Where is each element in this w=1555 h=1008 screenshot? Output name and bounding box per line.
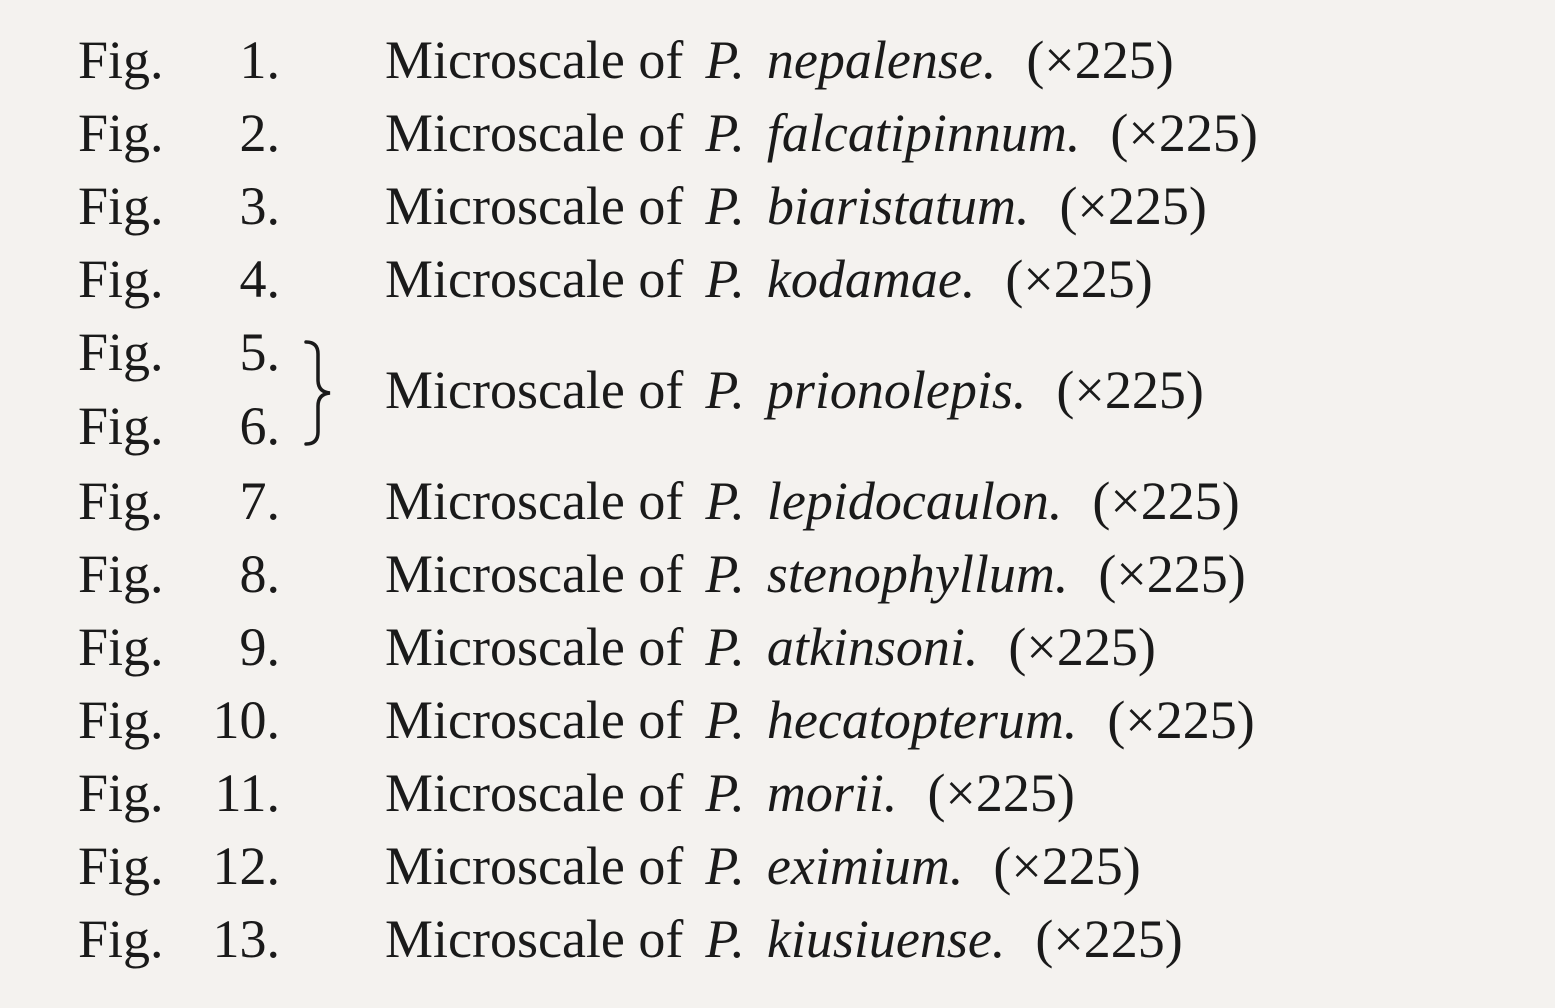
caption-prefix: Microscale of (385, 471, 684, 531)
genus-abbrev: P. (705, 176, 745, 236)
fig-label: Fig. (78, 471, 164, 531)
fig-label: Fig. (78, 690, 164, 750)
figure-caption (385, 684, 1255, 756)
fig-number: 4. (239, 249, 280, 309)
species-name: morii. (766, 763, 898, 823)
fig-label: Fig. (78, 836, 164, 896)
fig-number: 12. (212, 836, 280, 896)
fig-number: 3. (239, 176, 280, 236)
fig-number: 9. (239, 617, 280, 677)
species-name: prionolepis. (766, 360, 1027, 420)
figure-row-5-6-caption (0, 354, 1555, 426)
caption-prefix: Microscale of (385, 690, 684, 750)
magnification: (×225) (1005, 249, 1153, 309)
caption-prefix: Microscale of (385, 763, 684, 823)
fig-label: Fig. (78, 103, 164, 163)
genus-abbrev: P. (705, 690, 745, 750)
genus-abbrev: P. (705, 544, 745, 604)
fig-label: Fig. (78, 249, 164, 309)
figure-caption (385, 538, 1246, 610)
fig-number: 10. (212, 690, 280, 750)
species-name: stenophyllum. (766, 544, 1069, 604)
magnification: (×225) (993, 836, 1141, 896)
caption-prefix: Microscale of (385, 909, 684, 969)
species-name: kiusiuense. (766, 909, 1006, 969)
genus-abbrev: P. (705, 30, 745, 90)
genus-abbrev: P. (705, 836, 745, 896)
figure-row-13 (0, 903, 1555, 975)
fig-label: Fig. (78, 30, 164, 90)
figure-caption (385, 97, 1258, 169)
genus-abbrev: P. (705, 360, 745, 420)
figure-row-9 (0, 611, 1555, 683)
figure-caption (385, 757, 1075, 829)
magnification: (×225) (1092, 471, 1240, 531)
figure-caption (385, 903, 1183, 975)
caption-prefix: Microscale of (385, 617, 684, 677)
fig-number: 13. (212, 909, 280, 969)
figure-row-3 (0, 170, 1555, 242)
fig-number: 1. (239, 30, 280, 90)
fig-number: 5. (239, 322, 280, 382)
genus-abbrev: P. (705, 617, 745, 677)
magnification: (×225) (1110, 103, 1258, 163)
fig-number: 7. (239, 471, 280, 531)
genus-abbrev: P. (705, 103, 745, 163)
magnification: (×225) (1059, 176, 1207, 236)
figure-row-12 (0, 830, 1555, 902)
fig-label: Fig. (78, 909, 164, 969)
figure-row-4 (0, 243, 1555, 315)
magnification: (×225) (1035, 909, 1183, 969)
figure-row-10 (0, 684, 1555, 756)
species-name: biaristatum. (766, 176, 1030, 236)
fig-label: Fig. (78, 617, 164, 677)
caption-prefix: Microscale of (385, 249, 684, 309)
species-name: hecatopterum. (766, 690, 1078, 750)
magnification: (×225) (1008, 617, 1156, 677)
fig-number: 2. (239, 103, 280, 163)
figure-row-1 (0, 24, 1555, 96)
fig-number: 8. (239, 544, 280, 604)
figure-row-8 (0, 538, 1555, 610)
figure-caption (385, 465, 1240, 537)
caption-prefix: Microscale of (385, 103, 684, 163)
fig-label: Fig. (78, 544, 164, 604)
caption-prefix: Microscale of (385, 30, 684, 90)
fig-label: Fig. (78, 396, 164, 456)
species-name: nepalense. (766, 30, 997, 90)
figure-row-7 (0, 465, 1555, 537)
genus-abbrev: P. (705, 471, 745, 531)
fig-label: Fig. (78, 322, 164, 382)
species-name: lepidocaulon. (766, 471, 1063, 531)
fig-label: Fig. (78, 763, 164, 823)
caption-prefix: Microscale of (385, 836, 684, 896)
genus-abbrev: P. (705, 763, 745, 823)
magnification: (×225) (1098, 544, 1246, 604)
figure-row-11 (0, 757, 1555, 829)
figure-caption (385, 243, 1153, 315)
caption-prefix: Microscale of (385, 360, 684, 420)
fig-label: Fig. (78, 176, 164, 236)
figure-caption (385, 170, 1207, 242)
figure-row-2 (0, 97, 1555, 169)
genus-abbrev: P. (705, 249, 745, 309)
figure-caption (385, 354, 1204, 426)
species-name: atkinsoni. (766, 617, 979, 677)
fig-number: 6. (239, 396, 280, 456)
species-name: kodamae. (766, 249, 976, 309)
fig-number: 11. (214, 763, 280, 823)
magnification: (×225) (1107, 690, 1255, 750)
caption-prefix: Microscale of (385, 544, 684, 604)
magnification: (×225) (1026, 30, 1174, 90)
magnification: (×225) (927, 763, 1075, 823)
figure-caption (385, 830, 1141, 902)
species-name: falcatipinnum. (766, 103, 1081, 163)
caption-prefix: Microscale of (385, 176, 684, 236)
figure-caption (385, 611, 1156, 683)
magnification: (×225) (1056, 360, 1204, 420)
figure-caption (385, 24, 1174, 96)
genus-abbrev: P. (705, 909, 745, 969)
species-name: eximium. (766, 836, 964, 896)
